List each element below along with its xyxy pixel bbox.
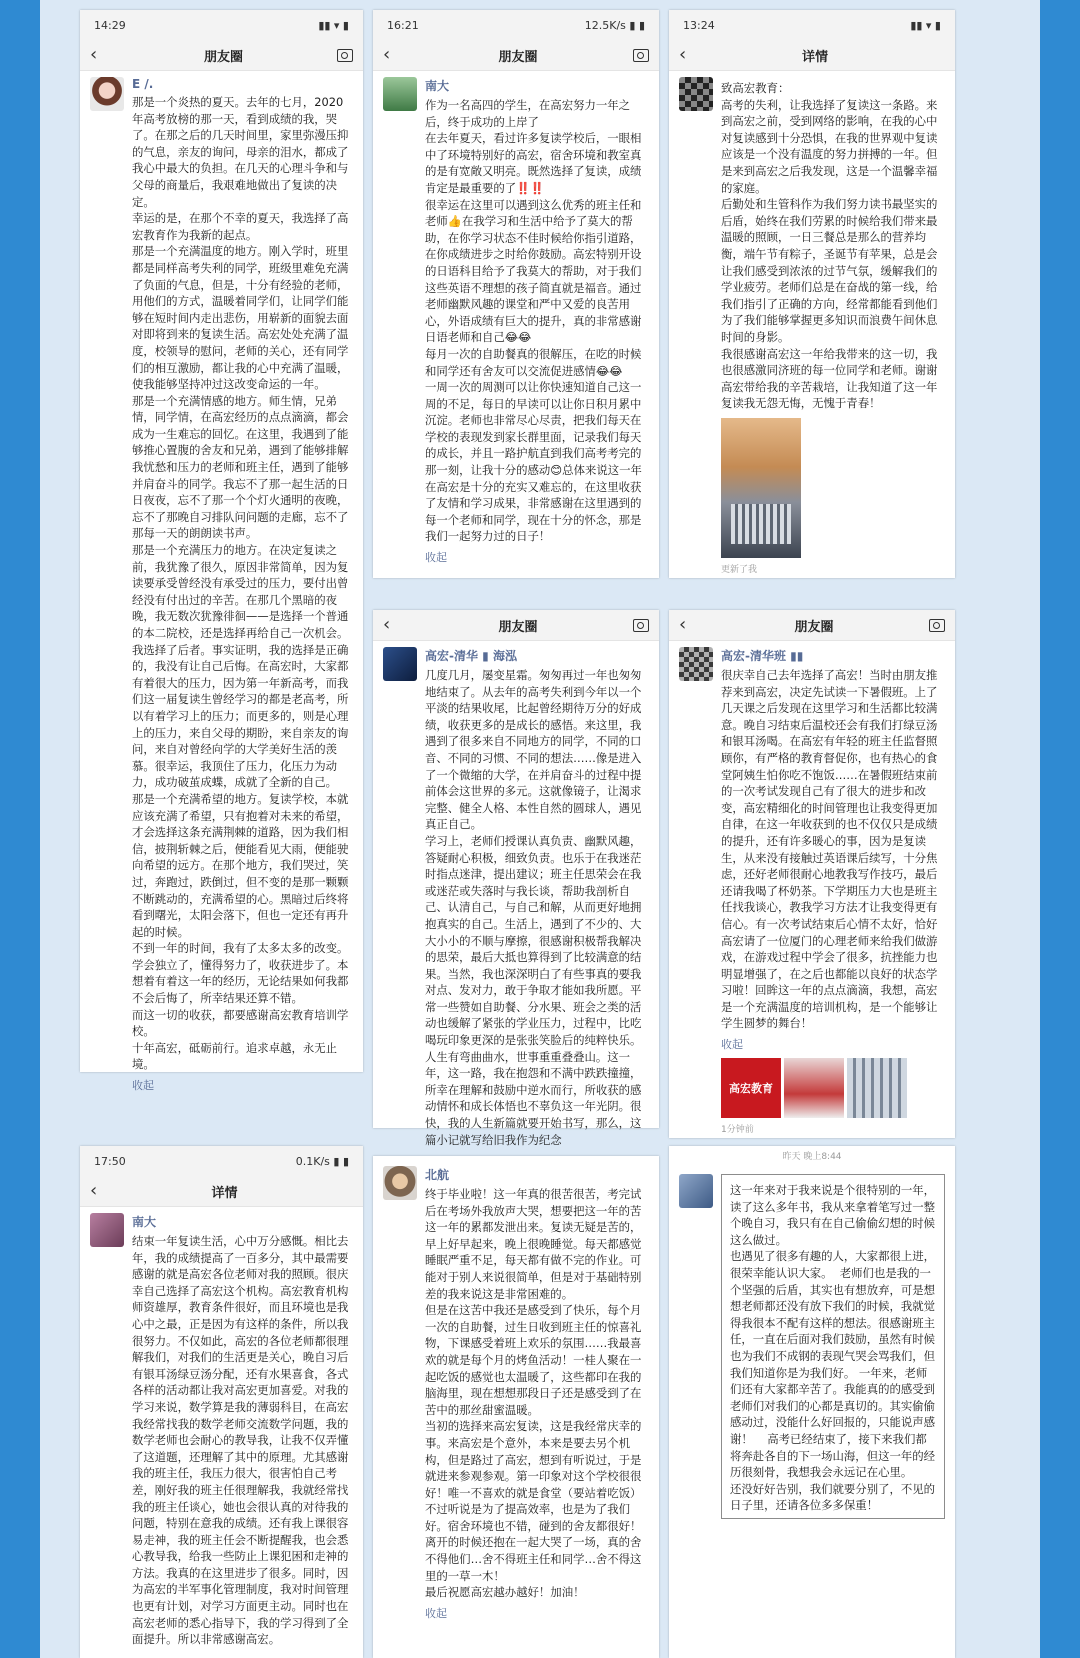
poster-name[interactable]: 高宏-清华班 ▮▮ [721,649,804,663]
poster-name[interactable]: 高宏-清华 ▮ 海泓 [425,649,517,663]
camera-icon[interactable] [337,49,353,62]
nav-title: 朋友圈 [203,49,243,65]
photo-thumbnail[interactable]: 高宏教育 [721,1058,781,1118]
post-text: 那是一个炎热的夏天。去年的七月，2020年高考放榜的那一天，看到成绩的我，哭了。在那之后的几天时间里，家里弥漫压抑的气息，亲友的询问，母亲的泪水，都成了我心中最大的负担。在几天的心理斗争和与父母的商量后，我艰难地做出了复读的决定。 幸运的是，在那个不幸的夏天，我选择了高宏教育作为我新的起点。 那是一个充满温度的地方。刚入学时，班里都是同样高考失利的同学，班级里难免充满了负面的气息，但是，十分有经验的老师，用他们的方式，温暖着同学们，让同学们能够在短时间内走出悲伤，用崭新的面貌去面对即将到来的复读生活。高宏处处充满了温度，校领导的慰问，老师的关心，还有同学们的相互激励，都让我的心中充满了温暖，使我能够坚持冲过这改变命运的一年。 那是一个充满情感的地方。师生情，兄弟情，同学情，在高宏经历的点点滴滴，都会成为一生难忘的回忆。在这里，我遇到了能够推心置腹的舍友和兄弟，遇到了能够排解我忧愁和压力的老师和班主任，遇到了能够并肩奋斗的同学。我忘不了那一起生活的日日夜夜，忘不了那一个个灯火通明的夜晚，忘不了那晚自习排队问问题的走廊，忘不了那每一天的朗朗读书声。 那是一个充满压力的地方。在决定复读之前，我犹豫了很久，原因非常简单，因为复读要承受曾经没有承受过的压力，要付出曾经没有付出过的辛苦。在那几个黑暗的夜晚，我无数次犹豫徘徊——是选择一个普通的本二院校，还是选择再给自己一次机会。我选择了后者。事实证明，我的选择是正确的，我没有让自己后悔。在高宏时，大家都有着很大的压力，因为第一年新高考，而我们这一届复读生曾经学习的都是老高考，所以有着学习上的压力；而更多的，则是心理上的压力，来自父母的期盼，来自亲友的询问，来自对曾经向学的大学美好生活的羡慕。很幸运，我顶住了压力，化压力为动力，成功破茧成蝶，成就了全新的自己。 那是一个充满希望的地方。复读学校，本就应该充满了希望，只有抱着对未来的希望，才会选择这条充满荆棘的道路，因为我们相信，披荆斩棘之后，便能看见大雨，便能驶向希望的远方。在那个地方，我们哭过，笑过，奔跑过，跌倒过，但不变的是那一颗颗不断跳动的，充满希望的心。黑暗过后终将看到曙光，太阳会落下，但也一定还有再升起的时候。 不到一年的时间，我有了太多太多的改变。学会独立了，懂得努力了，收获进步了。本想着有着这一年的经历，无论结果如何我都不会后悔了，所幸结果还算不错。 而这一切的收获，都要感谢高宏教育培训学校。 十年高宏，砥砺前行。追求卓越，永无止境。 [132,95,349,1072]
status-bar [373,10,659,40]
nav-bar [373,610,659,641]
post-text: 很庆幸自己去年选择了高宏！当时由朋友推荐来到高宏，决定先试读一下暑假班。上了几天课之后发现在这里学习和生活都比较满意。晚自习结束后温校还会有我们打绿豆汤和银耳汤喝。在高宏有年轻的班主任监督照顾你，有严格的教育督促你，也有热心的食堂阿姨生怕你吃不饱饭……在暑假班结束前的一次考试发现自己有了很大的进步和改变，高宏精细化的时间管理也让我变得更加自律，在这一年收获到的也不仅仅只是成绩的提升，还有许多暖心的事，因为是复读生，从来没有接触过英语课后续写，十分焦虑，还好老师很耐心地教我写作技巧，最后还请我喝了杯奶茶。下学期压力大也是班主任找我谈心，教我学习方法才让我变得更有信心。有一次考试结束后心情不太好，恰好高宏请了一位厦门的心理老师来给我们做游戏，在游戏过程中学会了很多，抗挫能力也明显增强了，在之后也都能以良好的状态学习啦！回眸这一年的点点滴滴，我想，高宏是一个充满温度的培训机构，是一个能够让学生圆梦的舞台！ [721,668,938,1031]
status-time: 14:29 [94,18,126,32]
avatar[interactable] [90,77,124,111]
collapse-link[interactable]: 收起 [425,1606,447,1620]
post [669,1168,955,1519]
library-photo[interactable] [721,418,801,558]
avatar[interactable] [383,1166,417,1200]
post [373,71,659,565]
post-content [721,77,945,575]
avatar[interactable] [679,1174,713,1208]
post-text: 作为一名高四的学生，在高宏努力一年之后，终于成功的上岸了 在去年夏天，看过许多复读学校后，一眼相中了环境特别好的高宏，宿舍环境和教室真的是有宽敞又明亮。既然选择了复读，成绩肯定是最重要的了‼️‼️ 很幸运在这里可以遇到这么优秀的班主任和老师👍在我学习和生活中给予了莫大的帮助，在你学习状态不佳时候给你指引道路，在你成绩进步之时给你鼓励。高宏特别开设的日语科目给予了我莫大的帮助，对于我们这些英语不理想的孩子简直就是福音。通过老师幽默风趣的课堂和严中又爱的良苦用心，外语成绩有巨大的提升，真的非常感谢日语老师和自己😂😂 每月一次的自助餐真的很解压，在吃的时候和同学还有舍友可以交流促进感情😂😂 一周一次的周测可以让你快速知道自己这一周的不足，每日的早读可以让你日积月累中沉淀。老师也非常尽心尽责，把我们每天在学校的表现发到家长群里面，记录我们每天的成长，并且一路护航直到我们高考考完的那一刻，让我十分的感动😊总体来说这一年在高宏是十分的充实又难忘的，在这里收获了友情和学习成果，非常感谢在这里遇到的每一个老师和同学，现在十分的怀念，那是我们一起努力过的日子！ [425,98,642,544]
post-content [425,1166,649,1621]
status-icons: 12.5K/s ▮ ▮ [584,18,645,32]
post-text: 几度几月，屡变星霜。匆匆再过一年也匆匆地结束了。从去年的高考失利到今年以一个平淡的结果收尾，比起曾经期待万分的好成绩，收获更多的是成长的感悟。来这里，我遇到了很多来自不同地方的同学，不同的口音、不同的习惯、不同的想法……像是进入了一个微缩的大学，在并肩奋斗的过程中提前体会这世界的多元。这就像镜子，让渴求完整、健全人格、本性自然的圆球人，遇见真正自己。 学习上，老师们授课认真负责、幽默风趣，答疑耐心积极，细致负责。也乐于在我迷茫时指点迷津，提出建议；班主任思荣会在我或迷茫或失落时与我长谈，帮助我剖析自己、认清自己，与自己和解，从而更好地拥抱真实的自己。生活上，遇到了不少的、大大小小的不顺与摩擦，很感谢积极帮我解决的思荣，最后大抵也算得到了比较满意的结果。当然，我也深深明白了有些事真的要我对点、发对力，敢于争取才能如我所愿。平常一些赞如自助餐、分水果、班会之类的活动也缓解了紧张的学业压力，过程中，比吃喝玩印象更深的是张张笑脸后的纯粹快乐。 人生有弯曲曲水，世事重重叠叠山。这一年，这一路，我在抱怨和不满中跌跌撞撞，所幸在理解和鼓励中逆水而行，所收获的感动情怀和成长体悟也不辜负这一年光阴。很快，我的人生新篇就要开始书写，那么，这篇小记就写给旧我作为纪念 [425,668,642,1147]
photo-thumbnail[interactable] [847,1058,907,1118]
poster-name[interactable]: 南大 [425,79,450,93]
back-arrow-icon[interactable]: ‹ [383,614,391,635]
post-content [132,77,353,1093]
post-content [721,647,945,1135]
post [669,71,955,575]
post-content [425,647,649,1148]
avatar[interactable] [679,647,713,681]
avatar[interactable] [383,647,417,681]
collage-frame [40,0,1040,1658]
post-text: 终于毕业啦！这一年真的很苦很苦，考完试后在考场外我放声大哭，想要把这一年的苦这一年的累都发泄出来。复读无疑是苦的，早上好早起来，晚上很晚睡觉。每天都感觉睡眠严重不足，每天都有做不完的作业。可能对于别人来说很简单，但是对于基础特别差的我来说这是非常困难的。 但是在这苦中我还是感受到了快乐，每个月一次的自助餐，过生日收到班主任的惊喜礼物，下课感受着班上欢乐的氛围……我最喜欢的就是每个月的烤鱼活动！一桂人聚在一起吃饭的感觉也太温暖了，这些都印在我的脑海里，现在想想那段日子还是感受到了在苦中的那丝甜蜜温暖。 当初的选择来高宏复读，这是我经常庆幸的事。来高宏是个意外，本来是要去另个机构，但是路过了高宏，想到有听说过，于是就进来参观参观。第一印象对这个学校很很好！唯一不喜欢的就是食堂（要站着吃饭）不过听说是为了提高效率，也是为了我们好。宿舍环境也不错，碰到的舍友都很好！离开的时候还抱在一起大哭了一场，真的舍不得他们…舍不得班主任和同学…舍不得这里的一草一木！ 最后祝愿高宏越办越好！加油！ [425,1187,642,1600]
nav-bar [80,1176,363,1207]
nav-bar [80,40,363,71]
post [669,641,955,1135]
post [80,1207,363,1648]
screenshot-card-7 [373,1156,659,1658]
chat-timestamp: 昨天 晚上8:44 [782,1152,842,1162]
post-text: 结束一年复读生活，心中万分感慨。相比去年，我的成绩提高了一百多分，其中最需要感谢的就是高宏各位老师对我的照顾。很庆幸自己选择了高宏这个机构。高宏教育机构师资雄厚，教育条件很好，而且环境也是我心中之最，正是因为有这样的条件，所以我很努力。不仅如此，高宏的各位老师都很理解我们，对我们的生活更是关心，晚自习后有银耳汤绿豆汤分配，还有水果喜食，各式各样的活动都让我对高宏更加喜爱。对我的学习来说，数学算是我的薄弱科目，在高宏我经常找我的数学老师交流数学问题，我的数学老师也会耐心的教导我，让我不仅弄懂了这道题，还理解了其中的原理。尤其感谢我的班主任，我压力很大，很害怕自己考差，刚好我的班主任很理解我，我就经常找我的班主任谈心，她也会很认真的对待我的问题，特别在意我的成绩。还有我上课很容易走神，我的班主任会不断提醒我，也会悉心教导我，给我一些防止上课犯困和走神的方法。我真的在这里进步了很多。同时，因为高宏的半军事化管理制度，我对时间管理也更有计划，对学习方面更主动。同时也在高宏老师的悉心指导下，我的学习得到了全面提升。所以非常感谢高宏。 [132,1234,349,1647]
status-time: 13:24 [683,18,715,32]
screenshot-card-8 [669,1146,955,1658]
status-bar [80,1146,363,1176]
status-bar [669,10,955,40]
photo-thumbnails [721,1058,945,1118]
back-arrow-icon[interactable]: ‹ [679,44,687,65]
post [373,1156,659,1621]
back-arrow-icon[interactable]: ‹ [90,44,98,65]
post-content [425,77,649,565]
avatar[interactable] [679,77,713,111]
avatar[interactable] [90,1213,124,1247]
nav-title: 详情 [211,1185,238,1201]
post-content [132,1213,353,1648]
status-time: 16:21 [387,18,419,32]
camera-icon[interactable] [633,49,649,62]
nav-title: 朋友圈 [794,619,834,635]
status-icons: 0.1K/s ▮ ▮ [295,1154,349,1168]
back-arrow-icon[interactable]: ‹ [383,44,391,65]
nav-bar [669,40,955,71]
nav-title: 朋友圈 [498,49,538,65]
status-time: 17:50 [94,1154,126,1168]
screenshot-card-5 [669,610,955,1138]
screenshot-card-6 [80,1146,363,1658]
status-icons: ▮▮ ▾ ▮ [910,18,941,32]
photo-thumbnail[interactable] [784,1058,844,1118]
nav-title: 详情 [801,49,828,65]
camera-icon[interactable] [633,619,649,632]
back-arrow-icon[interactable]: ‹ [90,1180,98,1201]
camera-icon[interactable] [929,619,945,632]
nav-title: 朋友圈 [498,619,538,635]
post-text: 致高宏教育： 高考的失利，让我选择了复读这一条路。来到高宏之前，受到网络的影响，在我的心中对复读感到十分恐惧，在我的世界观中复读应该是一个没有温度的努力拼搏的一年。但是来到高宏之后我发现，这是一个温馨幸福的家庭。 后勤处和生管科作为我们努力读书最坚实的后盾，始终在我们劳累的时候给我们带来最温暖的照顾，一日三餐总是那么的营养均衡，端午节有粽子，圣诞节有苹果，总是会让我们感受到浓浓的过节气氛，缓解我们的学业疲劳。老师们总是在奋战的第一线，给我们指引了正确的方向，经常都能看到他们为了我们能够掌握更多知识而浪费午间休息时间的身影。 我很感谢高宏这一年给我带来的这一切，我也很感激同济班的每一位同学和老师。谢谢高宏带给我的辛苦栽培，让我知道了这一年复读我无怨无悔，无愧于青春！ [721,81,938,411]
screenshot-card-3 [669,10,955,578]
post [373,641,659,1148]
collapse-link[interactable]: 收起 [425,551,447,565]
avatar[interactable] [383,77,417,111]
collapse-link[interactable]: 收起 [721,1038,743,1052]
status-icons: ▮▮ ▾ ▮ [318,18,349,32]
poster-name[interactable]: E /. [132,77,154,91]
poster-name[interactable]: 南大 [132,1215,157,1229]
nav-bar [373,40,659,71]
post-content [721,1174,945,1519]
back-arrow-icon[interactable]: ‹ [679,614,687,635]
post [80,71,363,1093]
post-text: 这一年来对于我来说是个很特别的一年，读了这么多年书，我从来拿着笔写过一整个晚自习，我只有在自己偷偷幻想的时候这么做过。 也遇见了很多有趣的人，大家都很上进，很荣幸能认识大家。 老师们也是我的一个坚强的后盾，其实也有想放弃，可是想想老师都还没有放下我们的时候，我就觉得我很本不配有这样的想法。很感谢班主任，一直在后面对我们鼓励，虽然有时候也为我们不成钢的表现气哭会骂我们，但我们知道你是为我们好。 一年来，老师们还有大家都辛苦了。我能真的的感受到老师们对我们的心都是真切的。其实偷偷感动过，没能什么好回报的，只能说声感谢！ 高考已经结束了，接下来我们都将奔赴各自的下一场山海，但这一年的经历很刻骨，我想我会永远记在心里。 还没好好告别，我们就要分别了，不见的日子里，还请各位多多保重！ [730,1183,936,1513]
nav-bar [669,610,955,641]
post-time: 更新了我 [721,564,758,575]
collapse-link[interactable]: 收起 [132,1079,154,1093]
screenshot-card-2 [373,10,659,578]
screenshot-card-1 [80,10,363,1093]
screenshot-card-4 [373,610,659,1147]
poster-name[interactable]: 北航 [425,1168,450,1182]
post-time: 1分钟前 [721,1125,754,1136]
status-bar [80,10,363,40]
